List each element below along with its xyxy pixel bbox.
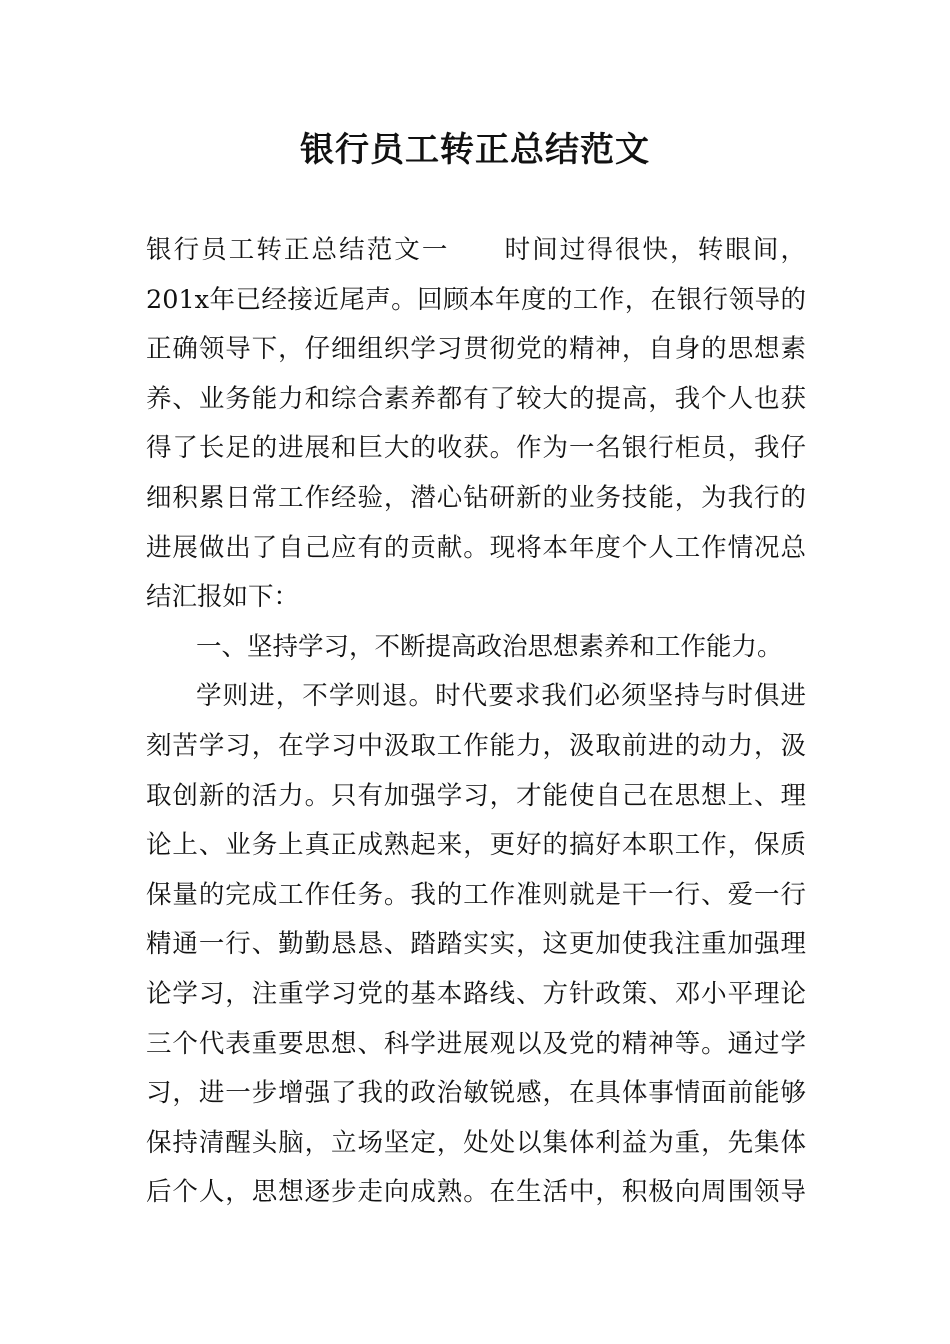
text-line: 201x年已经接近尾声。回顾本年度的工作，在银行领导的 <box>146 284 806 315</box>
text-line: 学则进，不学则退。时代要求我们必须坚持与时俱进 <box>196 681 806 712</box>
text-line: 养、业务能力和综合素养都有了较大的提高，我个人也获 <box>146 383 806 414</box>
text-line: 细积累日常工作经验，潜心钻研新的业务技能，为我行的 <box>146 483 806 513</box>
text-line: 取创新的活力。只有加强学习，才能使自己在思想上、理 <box>146 780 806 811</box>
text-line: 习，进一步增强了我的政治敏锐感，在具体事情面前能够 <box>146 1078 806 1109</box>
text-line: 保持清醒头脑，立场坚定，处处以集体利益为重，先集体 <box>146 1127 806 1158</box>
text-line: 刻苦学习，在学习中汲取工作能力，汲取前进的动力，汲 <box>146 731 806 761</box>
text-line: 后个人，思想逐步走向成熟。在生活中，积极向周围领导 <box>146 1177 806 1208</box>
text-line: 进展做出了自己应有的贡献。现将本年度个人工作情况总 <box>146 532 806 563</box>
text-line: 得了长足的进展和巨大的收获。作为一名银行柜员，我仔 <box>146 433 806 464</box>
text-line: 一、坚持学习，不断提高政治思想素养和工作能力。 <box>196 631 783 662</box>
text-line: 保量的完成工作任务。我的工作准则就是干一行、爱一行 <box>146 879 806 910</box>
text-line: 正确领导下，仔细组织学习贯彻党的精神，自身的思想素 <box>146 334 806 365</box>
text-line: 论上、业务上真正成熟起来，更好的搞好本职工作，保质 <box>146 830 806 861</box>
text-line: 三个代表重要思想、科学进展观以及党的精神等。通过学 <box>146 1028 806 1059</box>
text-line: 结汇报如下： <box>146 582 300 613</box>
text-line: 论学习，注重学习党的基本路线、方针政策、邓小平理论 <box>146 979 806 1009</box>
text-line: 银行员工转正总结范文一 时间过得很快，转眼间， <box>146 235 806 265</box>
document-title: 银行员工转正总结范文 <box>300 130 650 170</box>
text-line: 精通一行、勤勤恳恳、踏踏实实，这更加使我注重加强理 <box>146 929 806 960</box>
